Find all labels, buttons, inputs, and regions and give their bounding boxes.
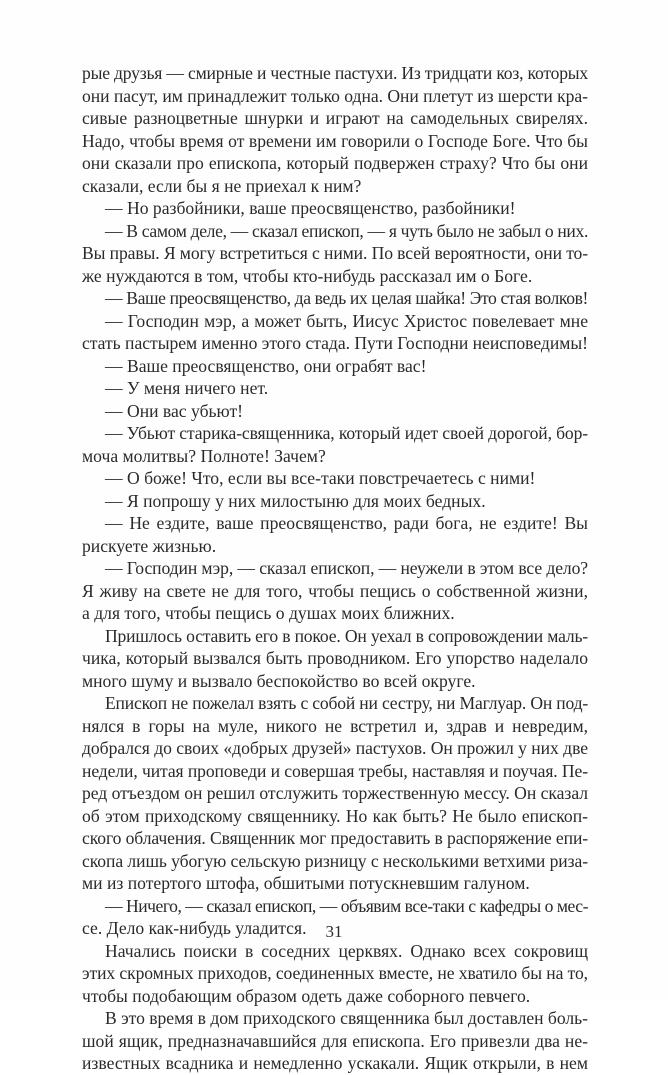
text-line: много шуму и вызвало беспокойство во всей округе. [82, 670, 476, 691]
text-line: рискуете жизнью. [82, 535, 217, 556]
text-line: — Господин мэр, — сказал епископ, — неужели в этом все дело? [105, 558, 588, 578]
text-line: об этом приходскому священнику. Но как быть? Не было епископ- [82, 805, 588, 826]
text-line: известных всадника и немедленно ускакали. Ящик открыли, в нем [82, 1053, 588, 1073]
text-line: — Господин мэр, а может быть, Иисус Христос повелевает мне [105, 310, 588, 331]
text-line: ского облачения. Священник мог предоставить в распоряжение епи- [82, 828, 589, 848]
text-line: — Ваше преосвященство, да ведь их целая шайка! Это стая волков! [105, 288, 588, 308]
text-line: скопа лишь убогую сельскую ризницу с несколькими ветхими риза- [82, 850, 589, 871]
text-line: Епископ не пожелал взять с собой ни сестру, ни Маглуар. Он под- [105, 693, 589, 713]
text-line: ми из потертого штофа, обшитыми потускневшим галуном. [82, 873, 530, 893]
text-line: чика, который вызвался быть проводником. Его упорство наделало [82, 648, 588, 668]
text-line: — О боже! Что, если вы все-таки повстречаетесь с ними! [105, 468, 536, 488]
text-line: — Я попрошу у них милостыню для моих бедных. [105, 490, 486, 511]
text-line: шой ящик, предназначавшийся для епископа. Его привезли два не- [82, 1030, 588, 1051]
text-line: же нуждаются в том, чтобы кто-нибудь рассказал им о Боге. [82, 265, 533, 286]
text-line: Начались поиски в соседних церквях. Однако всех сокровищ [105, 940, 588, 961]
text-line: — В самом деле, — сказал епископ, — я чуть было не забыл о них. [105, 220, 589, 241]
text-line: — У меня ничего нет. [105, 378, 269, 398]
text-line: — Но разбойники, ваше преосвященство, разбойники! [105, 198, 516, 218]
text-line: а для того, чтобы пещись о душах моих ближних. [82, 603, 455, 623]
text-line: — Не ездите, ваше преосвященство, ради бога, не ездите! Вы [105, 513, 588, 533]
text-line: ред отъездом он решил отслужить торжественную мессу. Он сказал [82, 783, 588, 803]
text-line: В это время в дом приходского священника был доставлен боль- [105, 1008, 588, 1028]
text-line: — Ваше преосвященство, они ограбят вас! [105, 355, 427, 376]
text-line: чтобы подобающим образом одеть даже соборного певчего. [82, 985, 531, 1006]
text-line: нялся в горы на муле, никого не встретил и, здрав и невредим, [82, 715, 588, 736]
text-line: сивые разноцветные шнурки и играют на самодельных свирелях. [82, 108, 588, 128]
text-line: Надо, чтобы время от времени им говорили о Господе Боге. Что бы [82, 130, 588, 151]
text-line: — Убьют старика-священника, который идет своей дорогой, бор- [105, 423, 588, 443]
text-line: рые друзья — смирные и честные пастухи. Из тридцати коз, которых [82, 63, 589, 83]
text-line: добрался до своих «добрых друзей» пастухов. Он прожил у них две [82, 738, 588, 758]
text-line: — Ничего, — сказал епископ, — объявим все-таки с кафедры о мес- [105, 895, 589, 916]
text-line: — Они вас убьют! [105, 400, 244, 421]
text-line: этих скромных приходов, соединенных вместе, не хватило бы на то, [82, 963, 588, 983]
page-number: 31 [325, 922, 343, 941]
text-line: Я живу на свете не для того, чтобы пещись о собственной жизни, [82, 580, 588, 601]
text-line: они сказали про епископа, который подвержен страху? Что бы они [82, 153, 588, 173]
text-line: Вы правы. Я могу встретиться с ними. По всей вероятности, они то- [82, 243, 589, 263]
text-line: се. Дело как-нибудь уладится. [82, 918, 307, 938]
text-line: стать пастырем именно этого стада. Пути Господни неисповедимы! [82, 333, 588, 353]
text-line: сказали, если бы я не приехал к ним? [82, 175, 362, 196]
text-line: недели, читая проповеди и совершая требы, наставляя и поучая. Пе- [82, 760, 588, 781]
text-line: Пришлось оставить его в покое. Он уехал в сопровождении маль- [105, 625, 588, 646]
text-line: моча молитвы? Полноте! Зачем? [82, 445, 326, 466]
text-line: они пасут, им принадлежит только одна. Они плетут из шерсти кра- [82, 85, 589, 106]
